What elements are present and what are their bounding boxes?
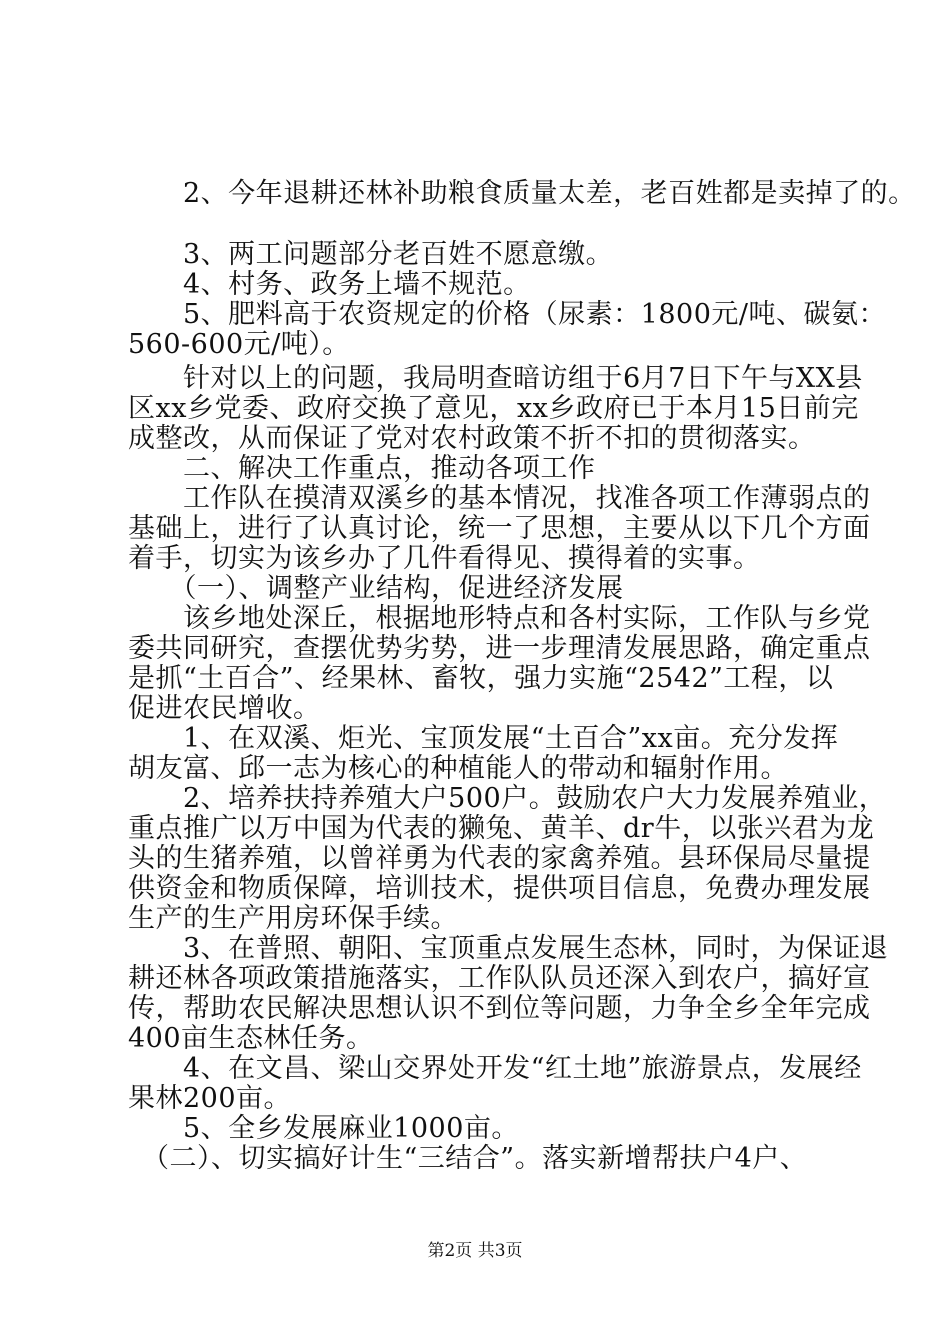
text-line: 5、肥料高于农资规定的价格（尿素：1800元/吨、碳氨：: [128, 299, 886, 330]
text-line: 2、今年退耕还林补助粮食质量太差，老百姓都是卖掉了的。: [128, 178, 916, 209]
subsection-heading: （一）、调整产业结构，促进经济发展: [128, 573, 624, 604]
text-line: 该乡地处深丘，根据地形特点和各村实际，工作队与乡党: [128, 603, 871, 634]
text-line: 促进农民增收。: [128, 693, 321, 724]
text-line: 成整改，从而保证了党对农村政策不折不扣的贯彻落实。: [128, 423, 816, 454]
text-line: 委共同研究，查摆优势劣势，进一步理清发展思路，确定重点: [128, 633, 871, 664]
text-line: 5、全乡发展麻业1000亩。: [128, 1113, 519, 1144]
text-line: 头的生猪养殖，以曾祥勇为代表的家禽养殖。县环保局尽量提: [128, 843, 871, 874]
text-line: 供资金和物质保障，培训技术，提供项目信息，免费办理发展: [128, 873, 871, 904]
text-line: 1、在双溪、炬光、宝顶发展“土百合”xx亩。充分发挥: [128, 723, 839, 754]
text-line: 区xx乡党委、政府交换了意见，xx乡政府已于本月15日前完: [128, 393, 859, 424]
text-line: （二）、切实搞好计生“三结合”。落实新增帮扶户4户、: [128, 1143, 808, 1174]
text-line: 400亩生态林任务。: [128, 1023, 374, 1054]
text-line: 560-600元/吨）。: [128, 329, 350, 360]
text-line: 针对以上的问题，我局明查暗访组于6月7日下午与XX县: [128, 363, 863, 394]
text-line: 着手，切实为该乡办了几件看得见、摸得着的实事。: [128, 543, 761, 574]
text-line: 工作队在摸清双溪乡的基本情况，找准各项工作薄弱点的: [128, 483, 871, 514]
text-line: 传，帮助农民解决思想认识不到位等问题，力争全乡全年完成: [128, 993, 871, 1024]
page-number-footer: 第2页 共3页: [427, 1241, 523, 1261]
text-line: 3、在普照、朝阳、宝顶重点发展生态林，同时，为保证退: [128, 933, 889, 964]
text-line: 果林200亩。: [128, 1083, 292, 1114]
section-heading: 二、解决工作重点，推动各项工作: [128, 453, 596, 484]
text-line: 基础上，进行了认真讨论，统一了思想，主要从以下几个方面: [128, 513, 871, 544]
text-line: 耕还林各项政策措施落实，工作队队员还深入到农户，搞好宣: [128, 963, 871, 994]
text-line: 是抓“土百合”、经果林、畜牧，强力实施“2542”工程，以: [128, 663, 834, 694]
text-line: 4、村务、政务上墙不规范。: [128, 269, 531, 300]
text-line: 4、在文昌、梁山交界处开发“红土地”旅游景点，发展经: [128, 1053, 862, 1084]
text-line: 2、培养扶持养殖大户500户。鼓励农户大力发展养殖业，: [128, 783, 887, 814]
text-line: 生产的生产用房环保手续。: [128, 903, 458, 934]
text-line: 3、两工问题部分老百姓不愿意缴。: [128, 239, 614, 270]
text-line: 胡友富、邱一志为核心的种植能人的带动和辐射作用。: [128, 753, 788, 784]
text-line: 重点推广以万中国为代表的獭兔、黄羊、dr牛，以张兴君为龙: [128, 813, 875, 844]
